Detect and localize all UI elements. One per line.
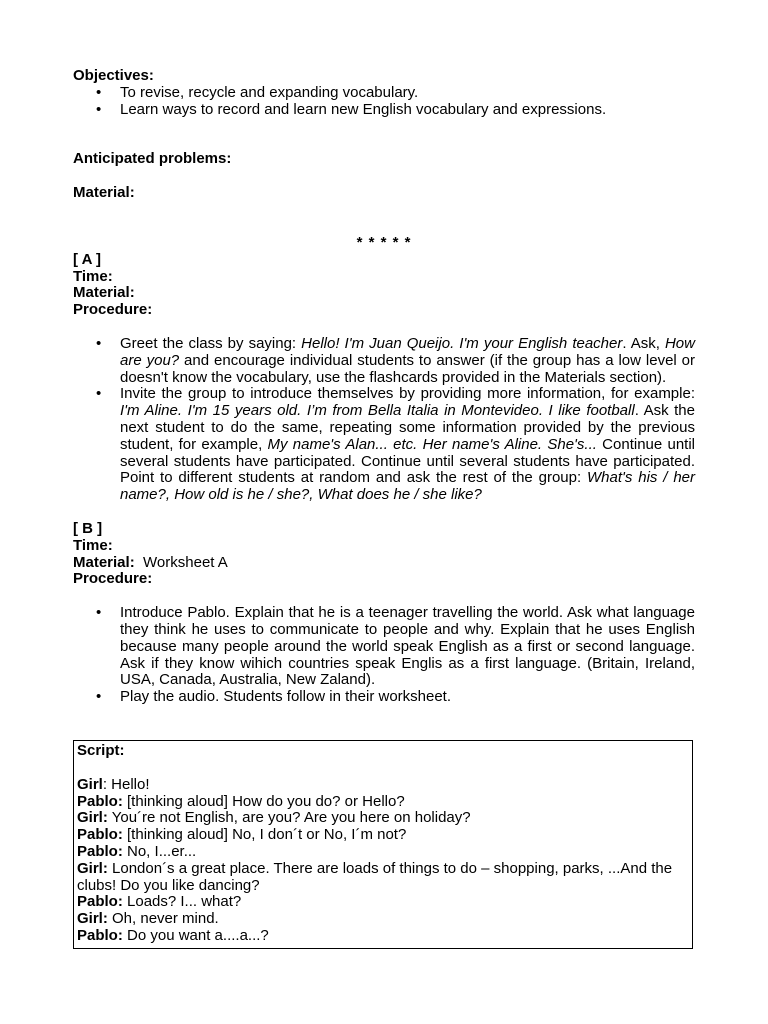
speaker-name: Girl:	[77, 809, 108, 827]
line-text: London´s a great place. There are loads of things to do – shopping, parks, ...And the clubs! Do you like dancing?	[77, 859, 673, 894]
script-box	[73, 740, 693, 949]
line-text: Loads? I... what?	[122, 893, 242, 911]
text-run: Invite the group to introduce themselves by providing more information, for example:	[120, 385, 695, 403]
text-run: and encourage individual students to answer (if the group has a low level or doesn't know the vocabulary, use the flashcards provided in the Materials section).	[120, 351, 696, 386]
section-b-time-label: Time:	[73, 536, 113, 554]
text-run: . Ask the next student to do the same, repeating some information provided by the previous student, for example,	[120, 402, 695, 453]
script-line	[77, 894, 688, 911]
procedure-item-greet	[73, 336, 695, 386]
anticipated-problems-heading: Anticipated problems:	[73, 150, 232, 168]
line-text: [thinking aloud] How do you do? or Hello?	[122, 792, 405, 810]
example-phrase: My name's Alan... etc. Her name's Aline. She's...	[267, 435, 597, 453]
script-line	[77, 844, 688, 861]
script-line	[77, 861, 688, 895]
section-b-tag: [ B ]	[73, 519, 103, 537]
lesson-plan-page	[73, 68, 695, 706]
script-line	[77, 911, 688, 928]
section-b-material-row	[73, 555, 695, 572]
procedure-item-introductions	[73, 386, 695, 504]
line-text: : Hello!	[102, 775, 150, 793]
line-text: You´re not English, are you? Are you here on holiday?	[107, 809, 471, 827]
example-phrase: How are you?	[120, 334, 695, 369]
objective-item: • To revise, recycle and expanding vocabulary.	[73, 85, 695, 102]
example-phrase: I'm Aline. I'm 15 years old. I’m from Bella Italia in Montevideo. I like football	[120, 402, 635, 420]
script-line	[77, 794, 688, 811]
section-b-procedure-list	[73, 605, 695, 706]
procedure-item-play-audio: • Play the audio. Students follow in their worksheet.	[73, 689, 695, 706]
section-a-tag: [ A ]	[73, 250, 102, 268]
speaker-name: Pablo:	[77, 792, 123, 810]
material-heading: Material:	[73, 184, 135, 202]
text-run: Greet the class by saying:	[120, 334, 302, 352]
speaker-name: Girl	[77, 775, 103, 793]
section-a-procedure-list	[73, 336, 695, 504]
objective-item: • Learn ways to record and learn new English vocabulary and expressions.	[73, 102, 695, 119]
text-run: Continue until several students have participated. Continue until several students have participated. Point to different students at random and ask the rest of the group:	[120, 435, 695, 487]
line-text: Do you want a....a...?	[122, 926, 269, 944]
script-line	[77, 928, 688, 945]
speaker-name: Pablo:	[77, 842, 123, 860]
speaker-name: Girl:	[77, 910, 108, 928]
section-b-material-label: Material:	[73, 553, 135, 571]
objectives-list	[73, 85, 695, 119]
section-a-procedure-label: Procedure:	[73, 301, 153, 319]
section-b-material-value: Worksheet A	[143, 553, 228, 571]
script-heading: Script:	[77, 742, 125, 759]
section-divider: * * * * *	[356, 233, 412, 251]
line-text: Oh, never mind.	[107, 910, 219, 928]
objectives-heading: Objectives:	[73, 67, 154, 84]
text-run: . Ask,	[622, 334, 665, 352]
speaker-name: Pablo:	[77, 926, 123, 944]
script-line	[77, 810, 688, 827]
script-line	[77, 827, 688, 844]
example-phrase: Hello! I'm Juan Queijo. I'm your English teacher	[301, 334, 623, 352]
line-text: [thinking aloud] No, I don´t or No, I´m not?	[122, 826, 407, 844]
line-text: No, I...er...	[122, 842, 197, 860]
section-b-procedure-label: Procedure:	[73, 570, 153, 588]
section-a-material-label: Material:	[73, 284, 135, 302]
script-line	[77, 777, 688, 794]
procedure-item-introduce-pablo: • Introduce Pablo. Explain that he is a teenager travelling the world. Ask what language they think he uses to communicate to people and why. Explain that he uses English because many people around the world speak English as a first or second language. Ask if they know wihich countries speak Englis as a first language. (Britain, Ireland, USA, Canada, Australia, New Zaland).	[73, 605, 695, 689]
section-a-time-label: Time:	[73, 267, 113, 285]
example-phrase: What's his / her name?, How old is he / she?, What does he / she like?	[120, 469, 695, 504]
speaker-name: Pablo:	[77, 826, 123, 844]
speaker-name: Pablo:	[77, 893, 123, 911]
speaker-name: Girl:	[77, 859, 108, 877]
